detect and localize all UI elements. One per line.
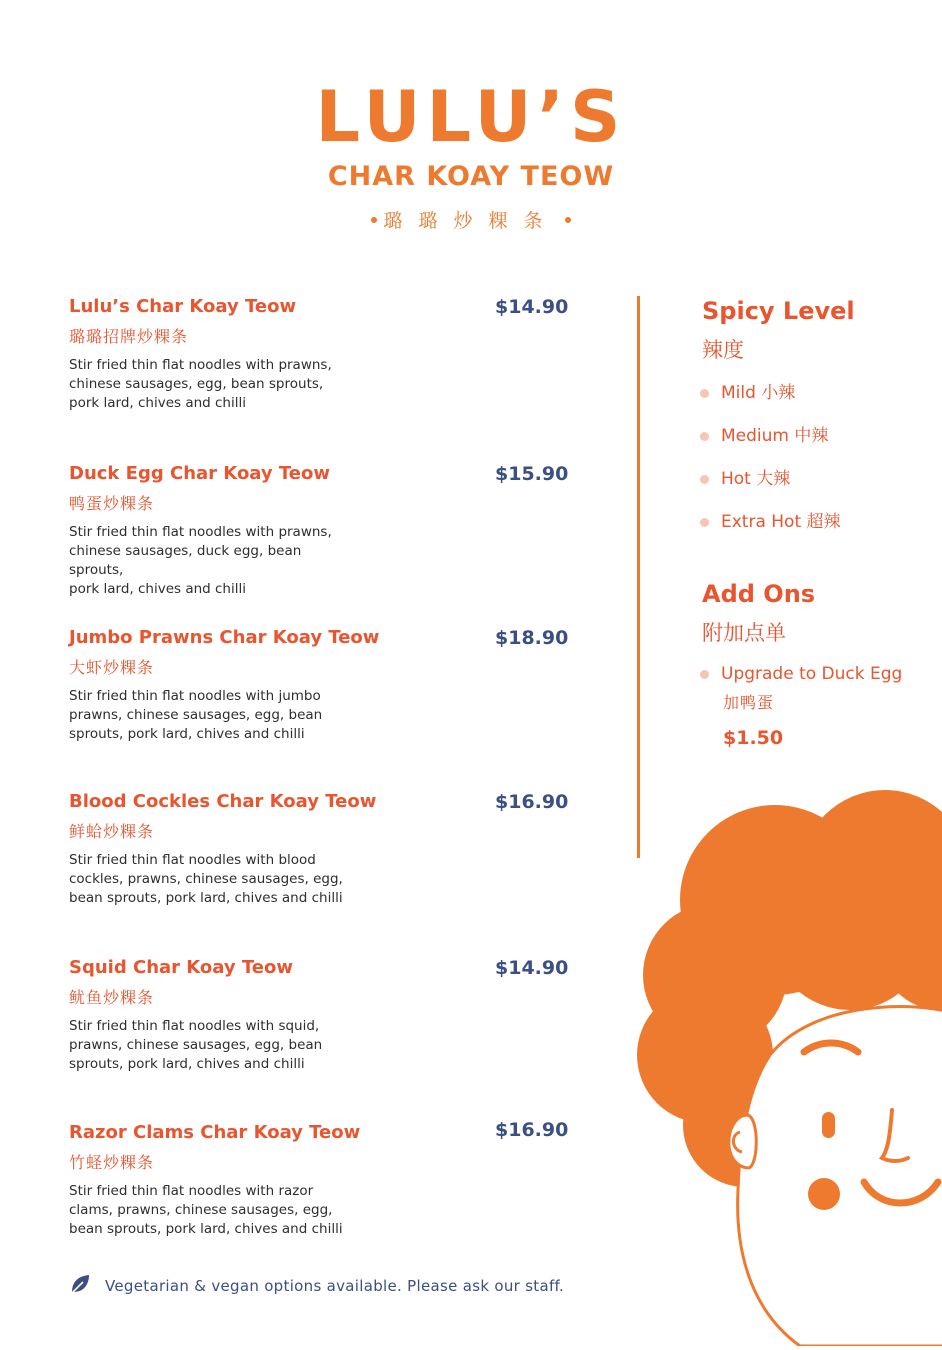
description-line: pork lard, chives and chilli: [69, 581, 246, 597]
menu-header: [0, 78, 942, 233]
spicy-level-title: Spicy Level: [702, 297, 855, 325]
bullet-dot: [700, 432, 709, 441]
menu-item: [69, 791, 569, 908]
description-line: Stir fried thin flat noodles with razor: [69, 1183, 314, 1199]
menu-item-chinese: 鲜蛤炒粿条: [69, 822, 155, 841]
spicy-option-label: Medium 中辣: [721, 426, 829, 446]
description-line: sprouts, pork lard, chives and chilli: [69, 726, 305, 742]
menu-item-description: [69, 523, 359, 599]
menu-item-description: [69, 1182, 359, 1239]
leaf-icon: [69, 1273, 91, 1299]
menu-item: [69, 463, 569, 599]
add-ons-chinese: 附加点单: [702, 621, 786, 645]
brand-subtitle: CHAR KOAY TEOW: [327, 161, 615, 192]
side-panel: [702, 296, 937, 749]
description-line: pork lard, chives and chilli: [69, 395, 246, 411]
menu-item-name: Squid Char Koay Teow: [69, 957, 293, 978]
description-line: bean sprouts, pork lard, chives and chilli: [69, 1221, 343, 1237]
menu-item-price: $14.90: [495, 957, 569, 979]
description-line: prawns, chinese sausages, egg, bean: [69, 707, 323, 723]
vertical-divider: [637, 296, 640, 858]
footer-text: Vegetarian & vegan options available. Please ask our staff.: [105, 1277, 565, 1295]
menu-item-price: $16.90: [495, 1119, 569, 1141]
dot-ornament-right: [565, 217, 571, 223]
description-line: Stir fried thin flat noodles with prawns,: [69, 357, 332, 373]
bullet-dot: [700, 389, 709, 398]
spicy-option: [702, 511, 937, 533]
menu-item-price: $16.90: [495, 791, 569, 813]
bullet-dot: [700, 518, 709, 527]
menu-item-description: [69, 687, 359, 744]
description-line: chinese sausages, egg, bean sprouts,: [69, 376, 324, 392]
menu-item-chinese: 鸭蛋炒粿条: [69, 494, 155, 513]
menu-item-price: $14.90: [495, 296, 569, 318]
menu-item-price: $15.90: [495, 463, 569, 485]
menu-item-chinese: 大虾炒粿条: [69, 658, 155, 677]
description-line: bean sprouts, pork lard, chives and chilli: [69, 890, 343, 906]
description-line: Stir fried thin flat noodles with squid,: [69, 1018, 320, 1034]
description-line: Stir fried thin flat noodles with prawns,: [69, 524, 332, 540]
menu-item-description: [69, 356, 359, 413]
add-on-price: $1.50: [723, 727, 784, 749]
add-on-option: [702, 663, 902, 685]
brand-chinese-name: [0, 206, 942, 233]
footer-note: [69, 1273, 564, 1299]
menu-item: [69, 627, 569, 744]
description-line: Stir fried thin flat noodles with blood: [69, 852, 316, 868]
dot-ornament-left: [371, 217, 377, 223]
menu-item: [69, 957, 569, 1074]
bullet-dot: [700, 475, 709, 484]
add-ons-section: [702, 579, 902, 749]
menu-item-price: $18.90: [495, 627, 569, 649]
menu-item: [69, 1119, 569, 1239]
description-line: prawns, chinese sausages, egg, bean: [69, 1037, 323, 1053]
brand-chinese-text: 璐璐炒粿条: [383, 210, 559, 232]
menu-item-chinese: 鱿鱼炒粿条: [69, 988, 155, 1007]
spicy-option-label: Extra Hot 超辣: [721, 512, 841, 532]
spicy-option: [702, 425, 937, 447]
spicy-option-label: Hot 大辣: [721, 469, 791, 489]
menu-item-chinese: 竹蛏炒粿条: [69, 1153, 155, 1172]
menu-item-description: [69, 1017, 359, 1074]
menu-item-name: Blood Cockles Char Koay Teow: [69, 791, 377, 812]
menu-item-name: Duck Egg Char Koay Teow: [69, 463, 330, 484]
description-line: sprouts, pork lard, chives and chilli: [69, 1056, 305, 1072]
add-on-label: Upgrade to Duck Egg: [721, 664, 903, 684]
bullet-dot: [700, 670, 709, 679]
description-line: chinese sausages, duck egg, bean sprouts,: [69, 543, 302, 578]
menu-item: [69, 296, 569, 413]
description-line: clams, prawns, chinese sausages, egg,: [69, 1202, 333, 1218]
add-ons-title: Add Ons: [702, 580, 816, 608]
menu-item-name: Razor Clams Char Koay Teow: [69, 1122, 361, 1143]
brand-title: LULU’S: [315, 76, 627, 158]
menu-item-name: Jumbo Prawns Char Koay Teow: [69, 627, 380, 648]
description-line: cockles, prawns, chinese sausages, egg,: [69, 871, 343, 887]
spicy-option-label: Mild 小辣: [721, 383, 796, 403]
menu-item-name: Lulu’s Char Koay Teow: [69, 296, 297, 317]
add-on-chinese: 加鸭蛋: [723, 693, 775, 712]
description-line: Stir fried thin flat noodles with jumbo: [69, 688, 321, 704]
menu-item-description: [69, 851, 359, 908]
mascot-illustration: [620, 790, 942, 1346]
menu-item-chinese: 璐璐招牌炒粿条: [69, 327, 189, 346]
spicy-option: [702, 382, 937, 404]
spicy-option: [702, 468, 937, 490]
spicy-level-chinese: 辣度: [702, 338, 744, 362]
